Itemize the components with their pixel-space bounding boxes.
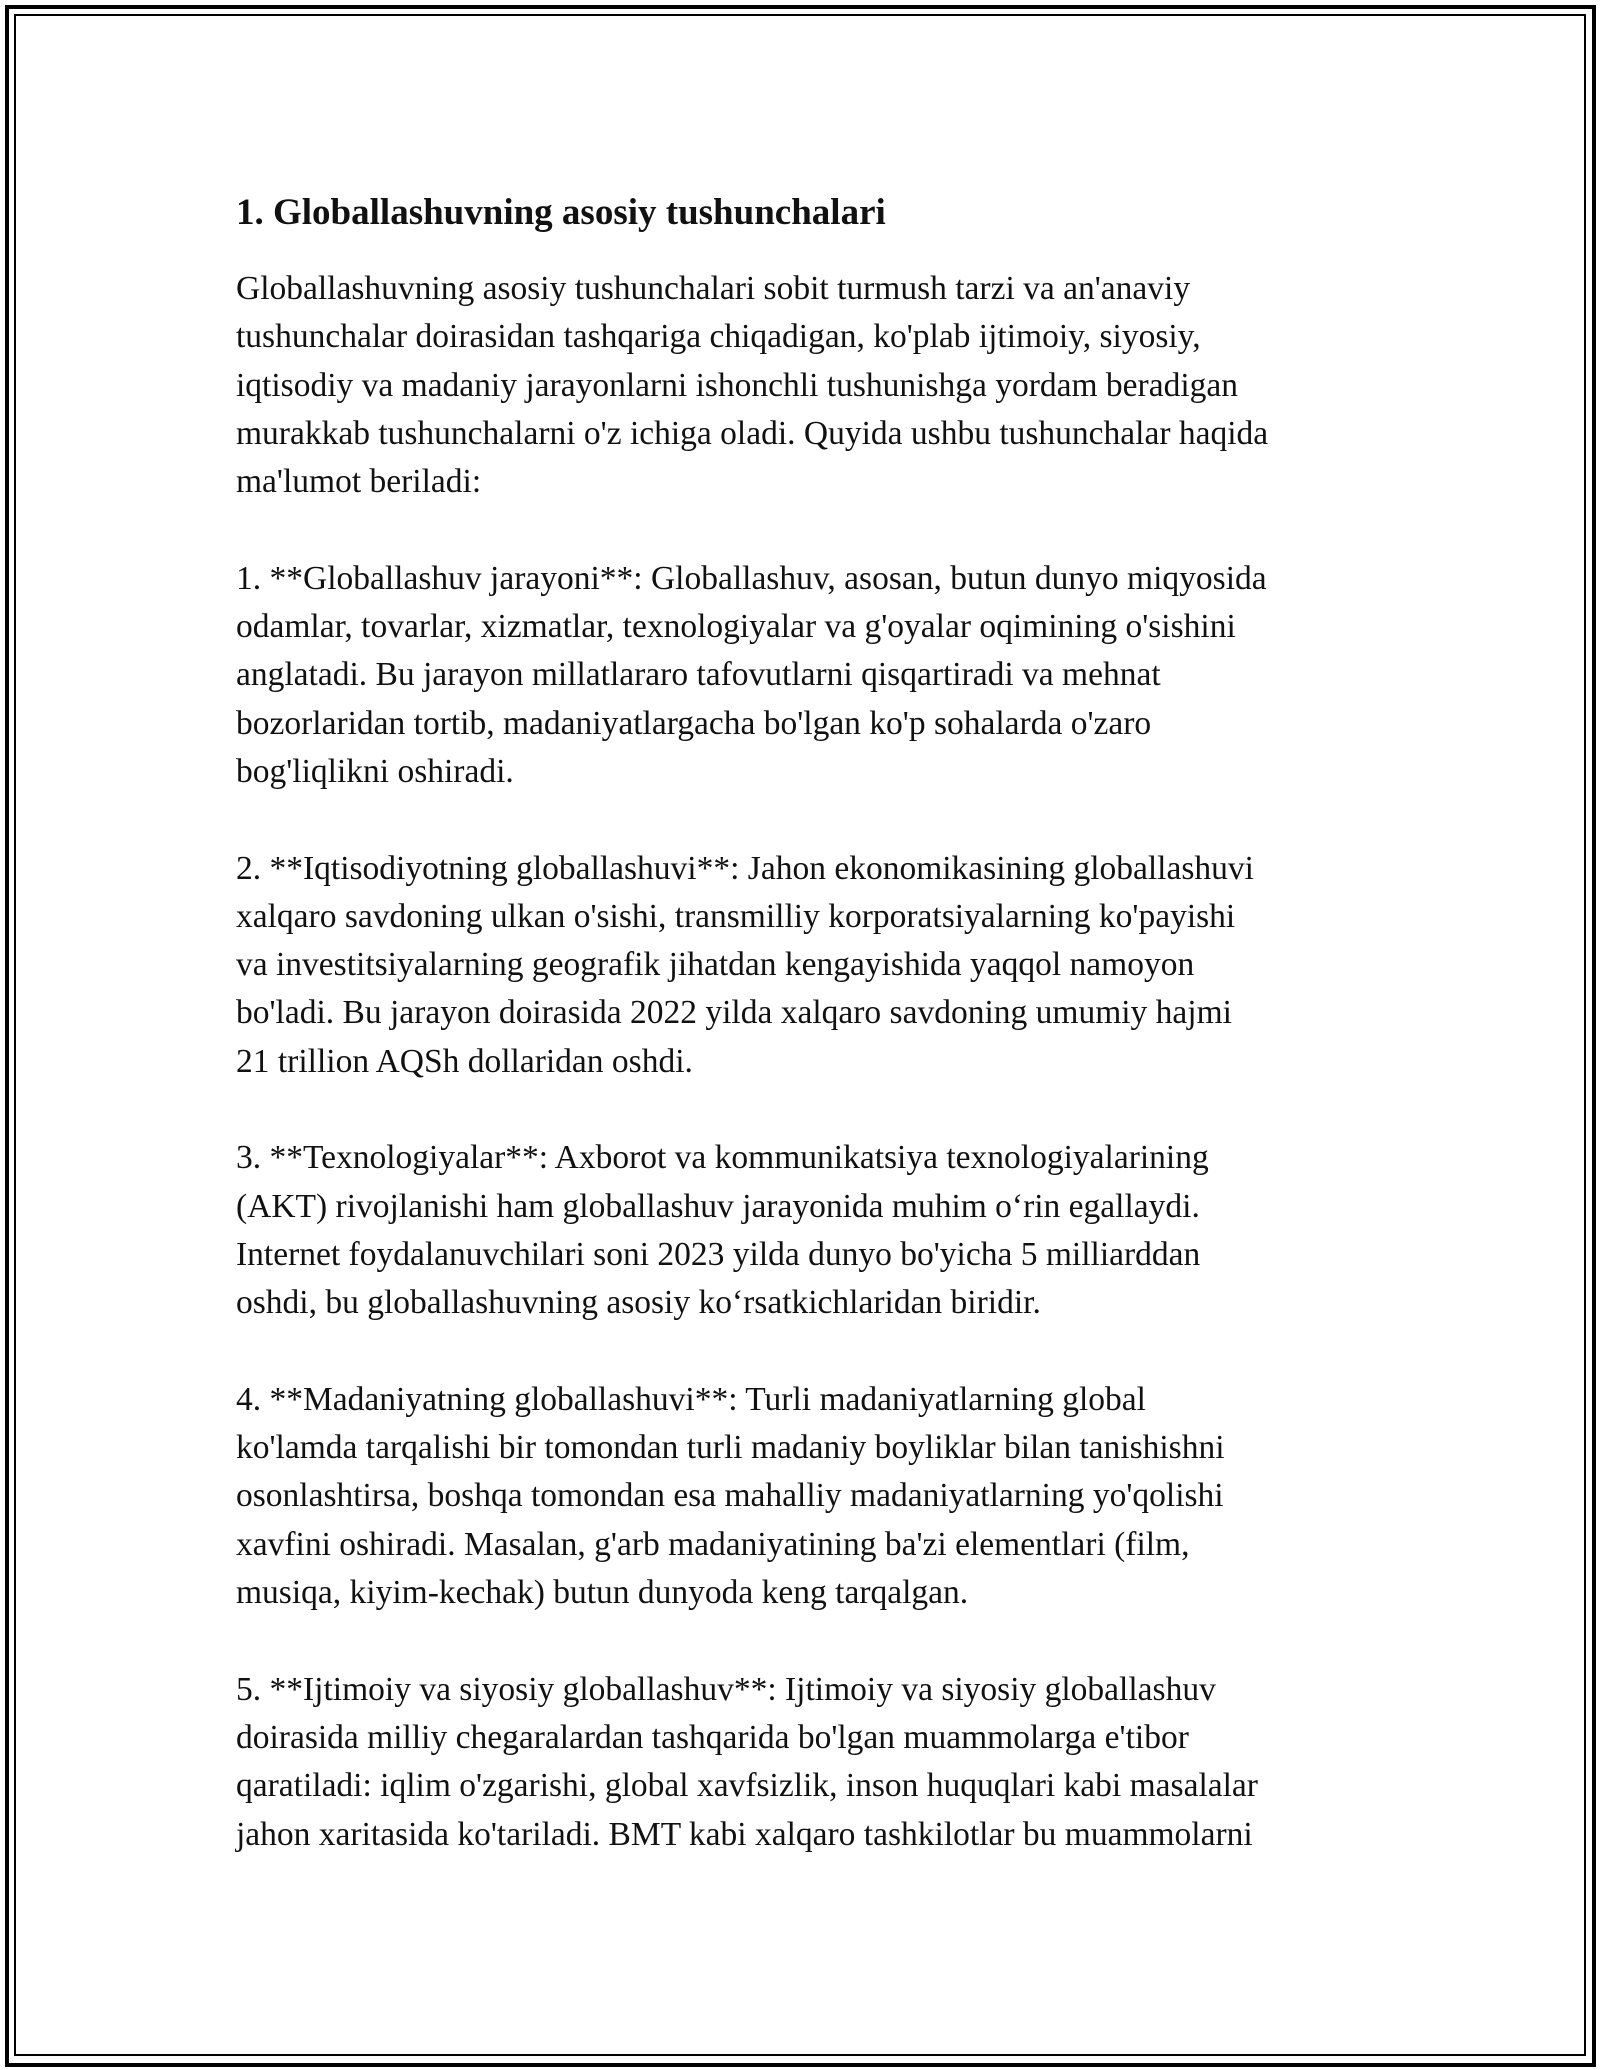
text-line: xalqaro savdoning ulkan o'sishi, transmilliy korporatsiyalarning ko'payishi [236,897,1236,935]
text-line: bo'ladi. Bu jarayon doirasida 2022 yilda xalqaro savdoning umumiy hajmi [236,994,1232,1032]
text-line: musiqa, kiyim-kechak) butun dunyoda keng tarqalgan. [236,1574,969,1612]
intro-paragraph [236,265,1386,506]
list-item-paragraph [236,845,1386,1086]
text-line: xavfini oshiradi. Masalan, g'arb madaniyatining ba'zi elementlari (film, [236,1525,1190,1563]
text-line: anglatadi. Bu jarayon millatlararo tafovutlarni qisqartiradi va mehnat [236,656,1161,694]
text-line: Globallashuvning asosiy tushunchalari sobit turmush tarzi va an'anaviy [236,270,1191,307]
text-line: jahon xaritasida ko'tariladi. BMT kabi xalqaro tashkilotlar bu muammolarni [236,1815,1253,1853]
text-line: 1. **Globallashuv jarayoni**: Globallashuv, asosan, butun dunyo miqyosida [236,559,1267,597]
text-line: bozorlaridan tortib, madaniyatlargacha bo'lgan ko'p sohalarda o'zaro [236,704,1152,742]
text-line: doirasida milliy chegaralardan tashqarida bo'lgan muammolarga e'tibor [236,1718,1189,1756]
list-item-paragraph [236,555,1386,796]
text-line: ko'lamda tarqalishi bir tomondan turli madaniy boyliklar bilan tanishishni [236,1429,1225,1467]
text-line: bog'liqlikni oshiradi. [236,752,514,790]
text-line: 5. **Ijtimoiy va siyosiy globallashuv**: Ijtimoiy va siyosiy globallashuv [236,1670,1216,1708]
text-line: (AKT) rivojlanishi ham globallashuv jarayonida muhim o‘rin egallaydi. [236,1187,1200,1225]
text-line: iqtisodiy va madaniy jarayonlarni ishonchli tushunishga yordam beradigan [236,366,1238,404]
text-line: odamlar, tovarlar, xizmatlar, texnologiyalar va g'oyalar oqimining o'sishini [236,608,1236,646]
text-line: ma'lumot beriladi: [236,463,482,501]
text-line: oshdi, bu globallashuvning asosiy ko‘rsatkichlaridan biridir. [236,1284,1041,1322]
text-line: murakkab tushunchalarni o'z ichiga oladi. Quyida ushbu tushunchalar haqida [236,414,1269,452]
text-line: Internet foydalanuvchilari soni 2023 yilda dunyo bo'yicha 5 milliarddan [236,1235,1201,1273]
text-line: 21 trillion AQSh dollaridan oshdi. [236,1042,693,1080]
text-line: 3. **Texnologiyalar**: Axborot va kommunikatsiya texnologiyalarining [236,1139,1209,1177]
section-title: 1. Globallashuvning asosiy tushunchalari [236,192,886,233]
text-line: tushunchalar doirasidan tashqariga chiqadigan, ko'plab ijtimoiy, siyosiy, [236,318,1201,356]
document-body [236,185,1386,1859]
list-item-paragraph [236,1134,1386,1327]
text-line: va investitsiyalarning geografik jihatdan kengayishida yaqqol namoyon [236,946,1195,984]
list-item-paragraph [236,1376,1386,1617]
text-line: osonlashtirsa, boshqa tomondan esa mahalliy madaniyatlarning yo'qolishi [236,1477,1224,1515]
list-item-paragraph [236,1666,1386,1859]
text-line: 4. **Madaniyatning globallashuvi**: Turli madaniyatlarning global [236,1380,1146,1418]
text-line: 2. **Iqtisodiyotning globallashuvi**: Jahon ekonomikasining globallashuvi [236,849,1254,887]
text-line: qaratiladi: iqlim o'zgarishi, global xavfsizlik, inson huquqlari kabi masalalar [236,1767,1258,1805]
